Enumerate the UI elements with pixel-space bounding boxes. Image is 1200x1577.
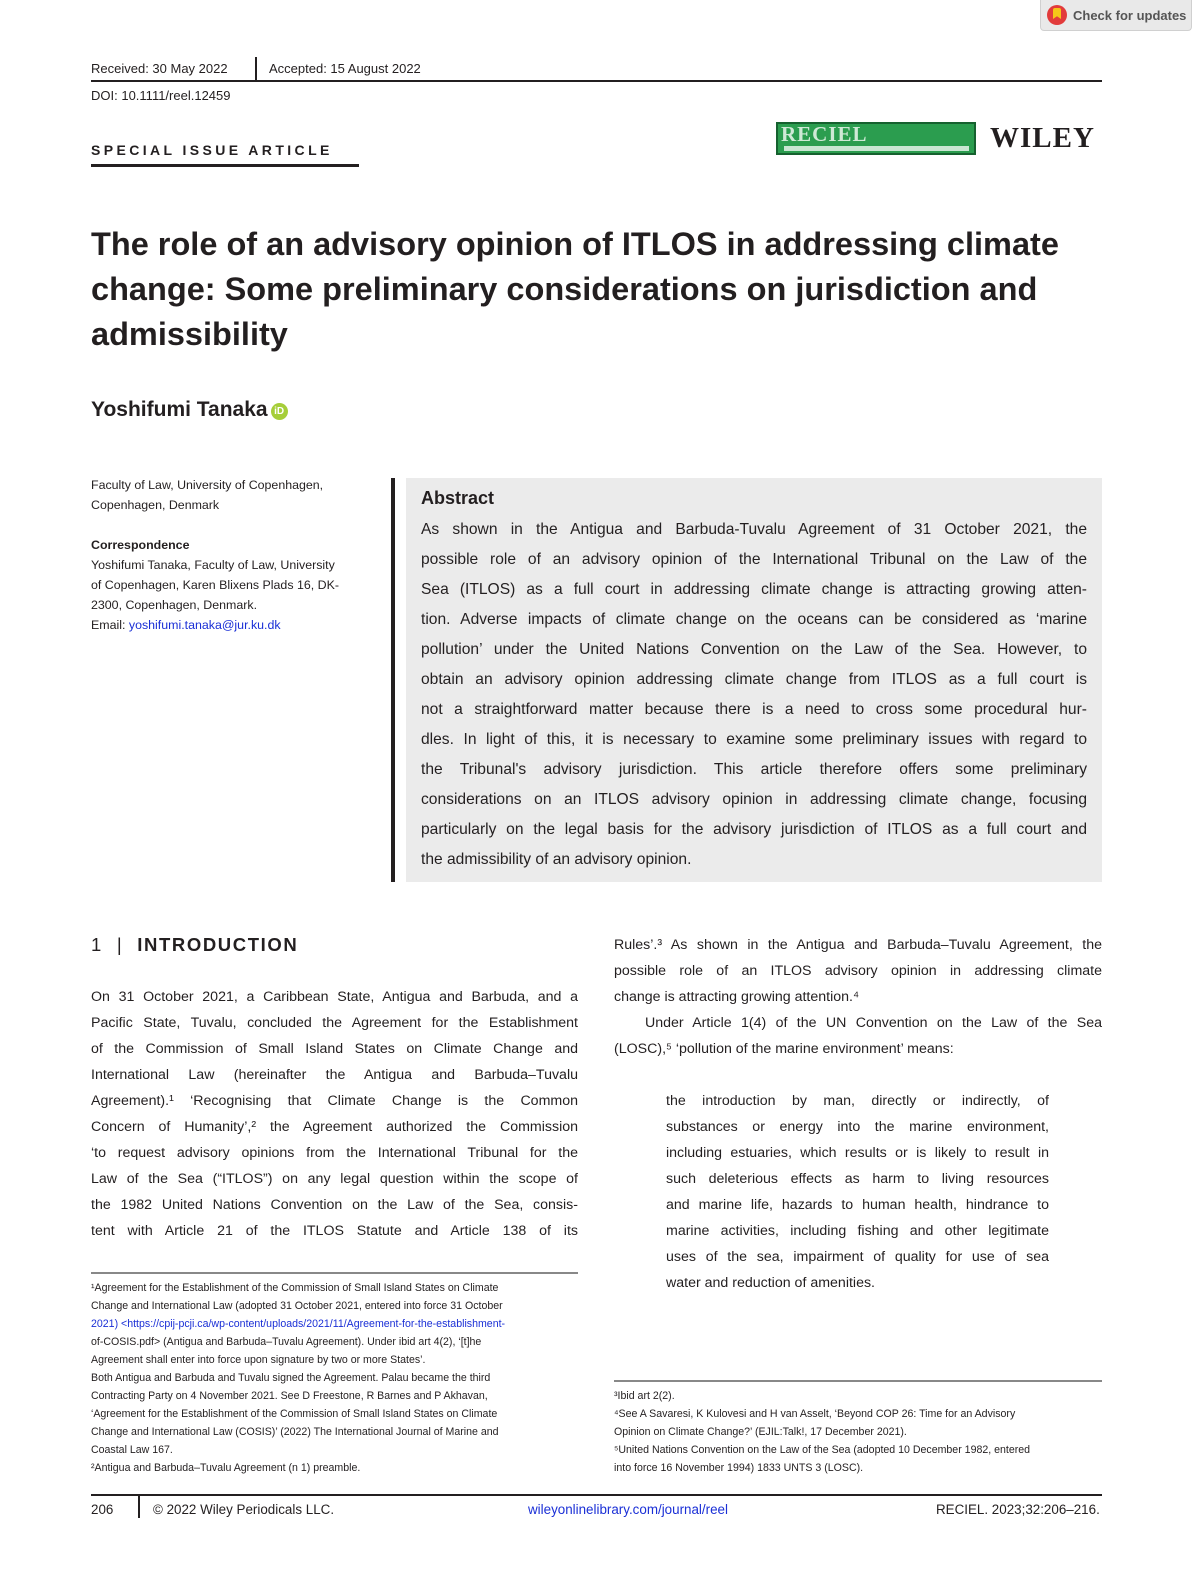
bookmark-icon — [1047, 5, 1067, 25]
citation: RECIEL. 2023;32:206–216. — [936, 1502, 1100, 1517]
email-link[interactable]: yoshifumi.tanaka@jur.ku.dk — [128, 618, 281, 632]
received-date: Received: 30 May 2022 — [91, 61, 228, 76]
section-heading: 1 | INTRODUCTION — [91, 934, 299, 955]
footer-rule — [91, 1494, 1102, 1496]
footnotes-left: ¹Agreement for the Establishment of the Commission of Small Island States on Climate Change and International Law (adopted 31 October 2021, entered into force 31 October 2021) <https://cpij-pcji.ca/wp-content/uploads/2021/11/Agreement-for-the-establishment- of-COSIS.pdf> (Antigua and Barbuda–Tuvalu Agreement). Under ibid art 4(2), ‘[t]he Agreement shall enter into force upon signature by two or more States’. Both Antigua and Barbuda and Tuvalu signed the Agreement. Palau became the third Contracting Party on 4 November 2021. See D Freestone, R Barnes and P Akhavan, ‘Agreement for the Establishment of the Commission of Small Island States on Climate Change and International Law (COSIS)’ (2022) The International Journal of Marine and Coastal Law 167. ²Antigua and Barbuda–Tuvalu Agreement (n 1) preamble. — [91, 1282, 506, 1474]
publisher-logo[interactable]: WILEY — [990, 122, 1095, 154]
footnote-rule-right — [614, 1380, 1102, 1382]
page-number: 206 — [91, 1502, 114, 1517]
abstract-bar — [391, 478, 395, 882]
copyright: © 2022 Wiley Periodicals LLC. — [153, 1502, 335, 1517]
article-title: The role of an advisory opinion of ITLOS in addressing climate change: Some preliminary considerations on jurisdiction and admissibility — [91, 226, 1059, 352]
footnote-rule-left — [91, 1272, 578, 1274]
accepted-date: Accepted: 15 August 2022 — [269, 61, 421, 76]
correspondence-heading: Correspondence — [91, 538, 190, 552]
author-name[interactable]: Yoshifumi Tanaka — [91, 398, 268, 421]
orcid-icon[interactable]: iD — [271, 403, 288, 420]
affiliation: Faculty of Law, University of Copenhagen, Copenhagen, Denmark — [91, 478, 324, 512]
journal-logo[interactable]: RECIEL — [776, 122, 976, 155]
doi[interactable]: DOI: 10.1111/reel.12459 — [91, 88, 231, 103]
check-for-updates-label: Check for updates — [1073, 7, 1187, 23]
footnote-link[interactable]: 2021) <https://cpij-pcji.ca/wp-content/uploads/2021/11/Agreement-for-the-establishment- — [91, 1318, 506, 1330]
header-divider — [255, 57, 257, 81]
correspondence: Correspondence Yoshifumi Tanaka, Faculty of Law, University of Copenhagen, Karen Blixens Plads 16, DK- 2300, Copenhagen, Denmark. Email: yoshifumi.tanaka@jur.ku.dk — [91, 535, 376, 635]
article-type-underline — [91, 164, 359, 167]
article-type: SPECIAL ISSUE ARTICLE — [91, 142, 333, 158]
footnotes-right: ³Ibid art 2(2). ⁴See A Savaresi, K Kulovesi and H van Asselt, ‘Beyond COP 26: Time for an Advisory Opinion on Climate Change?’ (EJIL:Talk!, 17 December 2021). ⁵United Nations Convention on the Law of the Sea (adopted 10 December 1982, entered into force 16 November 1994) 1833 UNTS 3 (LOSC). — [614, 1390, 1031, 1474]
check-for-updates-button[interactable] — [1040, 0, 1192, 31]
footer-divider — [138, 1496, 140, 1518]
author — [91, 398, 288, 422]
abstract-heading: Abstract — [421, 488, 495, 508]
journal-url-link[interactable]: wileyonlinelibrary.com/journal/reel — [528, 1502, 728, 1517]
header-rule — [91, 80, 1102, 82]
